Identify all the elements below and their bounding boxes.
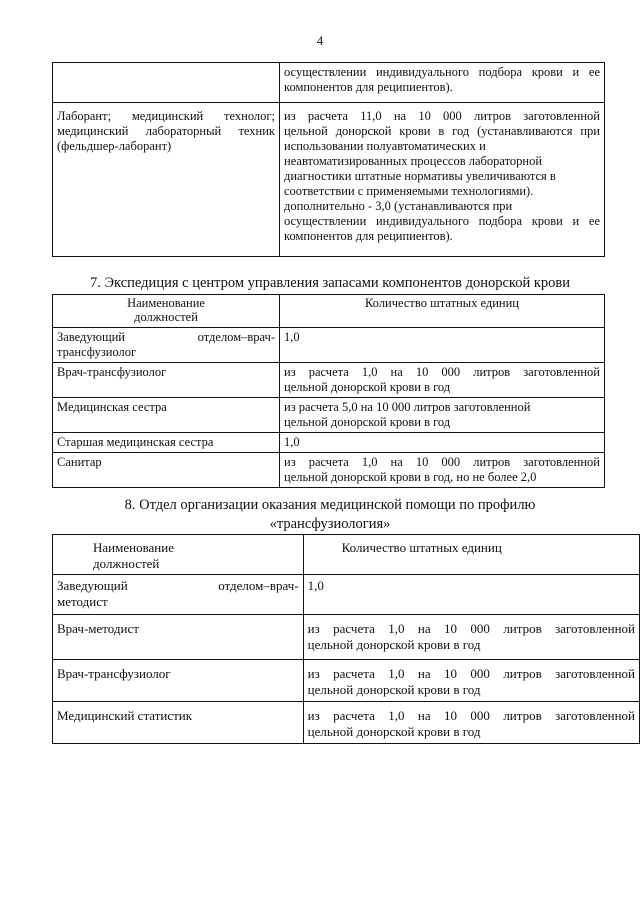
- header-line: должностей: [134, 310, 198, 324]
- cell-line: цельной донорской крови в год: [307, 637, 481, 652]
- cell-line: Заведующий отделом–врач-: [57, 330, 275, 344]
- table-row: [53, 363, 605, 398]
- table-row: [53, 615, 640, 660]
- table-transfusiology-staff: [52, 534, 640, 744]
- cell-line: из расчета 1,0 на 10 000 литров заготовленной: [284, 455, 600, 469]
- cell-line: из расчета 1,0 на 10 000 литров заготовленной: [307, 621, 635, 636]
- header-line: Наименование: [127, 296, 205, 310]
- quantity-cell: [303, 615, 639, 660]
- position-cell: [53, 575, 304, 615]
- header-line: должностей: [93, 556, 160, 571]
- position-cell: [53, 702, 304, 744]
- cell-line: неавтоматизированных процессов лабораторной: [284, 154, 543, 168]
- position-cell: [53, 63, 280, 103]
- cell-line: цельной донорской крови в год: [307, 682, 481, 697]
- table-laboratory-staff: [52, 62, 605, 257]
- cell-line: цельной донорской крови в год: [284, 415, 451, 429]
- quantity-cell: [280, 363, 605, 398]
- cell-line: (фельдшер-лаборант): [57, 139, 172, 153]
- position-cell: [53, 363, 280, 398]
- cell-line: дополнительно - 3,0 (устанавливаются при: [284, 199, 513, 213]
- cell-line: использовании полуавтоматических и: [284, 139, 486, 153]
- cell-line: компонентов для реципиентов).: [284, 229, 453, 243]
- cell-line: 1,0: [284, 330, 300, 344]
- cell-line: из расчета 11,0 на 10 000 литров заготовленной: [284, 109, 600, 123]
- quantity-cell: [280, 433, 605, 453]
- page-number: 4: [316, 33, 324, 48]
- cell-line: соответствии с применяемыми технологиями).: [284, 184, 534, 198]
- table-row: [53, 398, 605, 433]
- cell-line: методист: [57, 594, 108, 609]
- cell-line: из расчета 1,0 на 10 000 литров заготовленной: [284, 365, 600, 379]
- header-positions: [53, 295, 280, 328]
- cell-line: Врач-трансфузиолог: [57, 666, 171, 681]
- section-7-heading: 7. Экспедиция с центром управления запасами компонентов донорской крови: [89, 275, 571, 291]
- table-row: [53, 433, 605, 453]
- cell-line: из расчета 1,0 на 10 000 литров заготовленной: [307, 666, 635, 681]
- cell-line: цельной донорской крови в год: [307, 724, 481, 739]
- cell-line: 1,0: [284, 435, 300, 449]
- header-quantity: Количество штатных единиц: [303, 535, 639, 575]
- cell-line: из расчета 5,0 на 10 000 литров заготовленной: [284, 400, 531, 414]
- section-8-heading: [52, 496, 608, 534]
- cell-line: Заведующий отделом–врач-: [57, 578, 299, 593]
- cell-line: Санитар: [57, 455, 102, 469]
- header-quantity: Количество штатных единиц: [280, 295, 605, 328]
- quantity-cell: [280, 453, 605, 488]
- table-row: [53, 660, 640, 702]
- position-cell: [53, 103, 280, 257]
- position-cell: [53, 615, 304, 660]
- cell-line: трансфузиолог: [57, 345, 137, 359]
- cell-line: из расчета 1,0 на 10 000 литров заготовленной: [307, 708, 635, 723]
- cell-line: 1,0: [307, 578, 324, 593]
- cell-line: цельной донорской крови в год: [284, 380, 451, 394]
- table-header-row: [53, 535, 640, 575]
- header-positions: [53, 535, 304, 575]
- cell-line: Врач-методист: [57, 621, 139, 636]
- heading-line: «трансфузиология»: [269, 516, 391, 532]
- quantity-cell: [303, 575, 639, 615]
- cell-line: осуществлении индивидуального подбора крови и ее: [284, 65, 600, 79]
- quantity-cell: [280, 63, 605, 103]
- position-cell: [53, 398, 280, 433]
- quantity-cell: [280, 103, 605, 257]
- quantity-cell: [303, 702, 639, 744]
- table-row: [53, 575, 640, 615]
- cell-line: Лаборант; медицинский технолог;: [57, 109, 275, 123]
- quantity-cell: [303, 660, 639, 702]
- cell-line: цельной донорской крови в год, но не более 2,0: [284, 470, 537, 484]
- cell-line: Врач-трансфузиолог: [57, 365, 167, 379]
- table-row: [53, 453, 605, 488]
- cell-line: диагностики штатные нормативы увеличиваются в: [284, 169, 556, 183]
- cell-line: Старшая медицинская сестра: [57, 435, 214, 449]
- cell-line: Медицинский статистик: [57, 708, 193, 723]
- table-row: [53, 702, 640, 744]
- cell-line: цельной донорской крови в год (устанавливаются при: [284, 124, 600, 138]
- table-expedition-staff: [52, 294, 605, 488]
- cell-line: Медицинская сестра: [57, 400, 167, 414]
- position-cell: [53, 453, 280, 488]
- table-row: [53, 328, 605, 363]
- cell-line: осуществлении индивидуального подбора крови и ее: [284, 214, 600, 228]
- position-cell: [53, 328, 280, 363]
- position-cell: [53, 433, 280, 453]
- cell-line: медицинский лабораторный техник: [57, 124, 275, 138]
- table-row: [53, 63, 605, 103]
- header-line: Наименование: [93, 540, 174, 555]
- heading-line: 8. Отдел организации оказания медицинской помощи по профилю: [124, 497, 536, 513]
- position-cell: [53, 660, 304, 702]
- table-row: [53, 103, 605, 257]
- quantity-cell: [280, 398, 605, 433]
- table-header-row: [53, 295, 605, 328]
- cell-line: компонентов для реципиентов).: [284, 80, 453, 94]
- quantity-cell: [280, 328, 605, 363]
